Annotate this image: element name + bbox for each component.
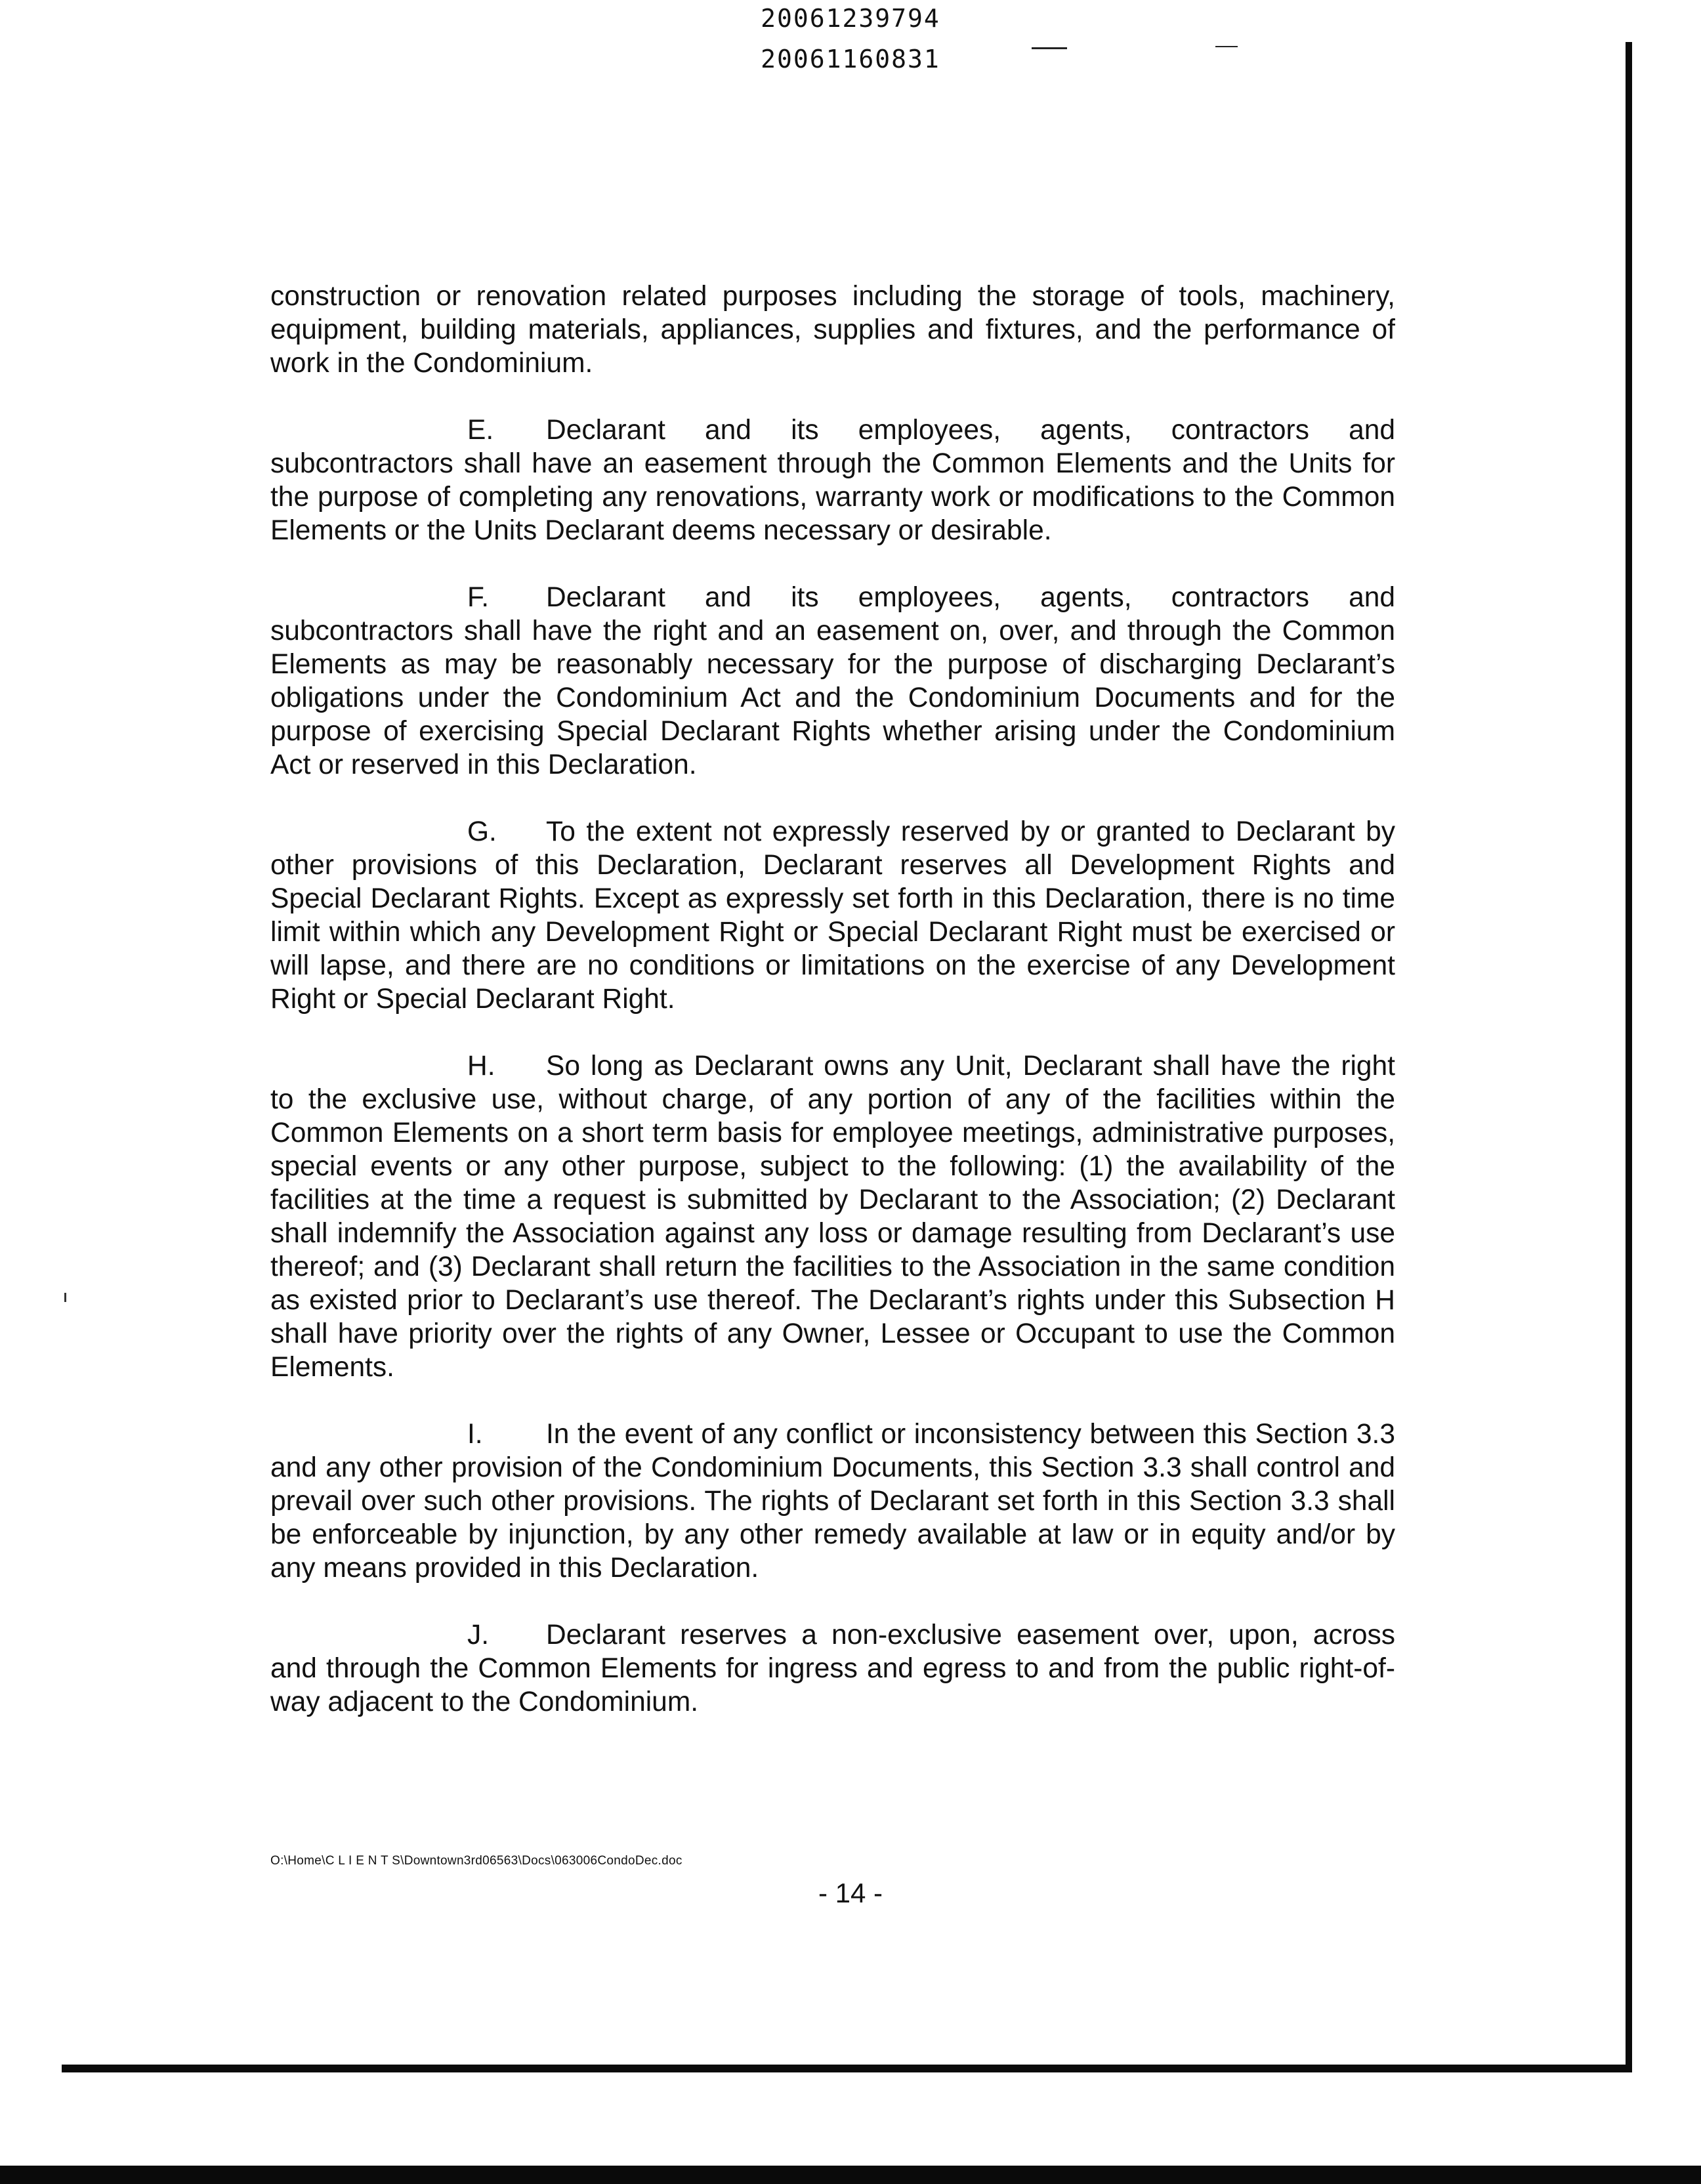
paragraph-label: J. — [467, 1620, 490, 1650]
scan-border-bottom — [62, 2065, 1632, 2072]
paragraph-text: So long as Declarant owns any Unit, Declarant shall have the right to the exclusive use, without charge, of any portion of any of the facilities within the Common Elements on a short term basis for employee meetings, administrative purposes, special events or any other purpose, subject to the following: (1) the availability of the facilities at the time a request is submitted by Declarant to the Association; (2) Declarant shall indemnify the Association against any loss or damage resulting from Declarant’s use thereof; and (3) Declarant shall return the facilities to the Association in the same condition as existed prior to Declarant’s use thereof. The Declarant’s rights under this Subsection H shall have priority over the rights of any Owner, Lessee or Occupant to use the Common Elements. — [270, 1051, 1395, 1383]
paragraph-text: Declarant and its employees, agents, contractors and subcontractors shall have the right and an easement on, over, and through the Common Elements as may be reasonably necessary for the purpose of discharging Declarant’s obligations under the Condominium Act and the Condominium Documents and for the purpose of exercising Special Declarant Rights whether arising under the Condominium Act or reserved in this Declaration. — [270, 582, 1395, 780]
paragraph-label: G. — [467, 816, 497, 847]
paragraph-label: E. — [467, 415, 494, 446]
scan-dash-mark — [1215, 46, 1238, 47]
footer-file-path: O:\Home\C L I E N T S\Downtown3rd06563\Docs\063006CondoDec.doc — [270, 1854, 682, 1868]
page-number: - 14 - — [818, 1878, 883, 1908]
scan-frame-bottom — [0, 2166, 1701, 2184]
scan-speck — [64, 1293, 66, 1302]
scan-border-right — [1626, 42, 1632, 2068]
paragraph-text: To the extent not expressly reserved by or granted to Declarant by other provisions of this Declaration, Declarant reserves all Development Rights and Special Declarant Rights. Except as expressly set forth in this Declaration, there is no time limit within which any Development Right or Special Declarant Right must be exercised or will lapse, and there are no conditions or limitations on the exercise of any Development Right or Special Declarant Right. — [270, 816, 1395, 1015]
paragraph-j — [270, 1618, 1395, 1719]
paragraph-text: In the event of any conflict or inconsistency between this Section 3.3 and any other provision of the Condominium Documents, this Section 3.3 shall control and prevail over such other provisions. The rights of Declarant set forth in this Section 3.3 shall be enforceable by injunction, by any other remedy available at law or in equity and/or by any means provided in this Declaration. — [270, 1419, 1395, 1584]
paragraph-text: Declarant and its employees, agents, contractors and subcontractors shall have an easement through the Common Elements and the Units for the purpose of completing any renovations, warranty work or modifications to the Common Elements or the Units Declarant deems necessary or desirable. — [270, 415, 1395, 546]
recording-number-1: 20061239794 — [761, 4, 940, 33]
paragraph-text: Declarant reserves a non-exclusive easement over, upon, across and through the Common Elements for ingress and egress to and from the public right-of-way adjacent to the Condominium. — [270, 1620, 1395, 1717]
paragraph-g — [270, 815, 1395, 1016]
paragraph-e — [270, 413, 1395, 547]
paragraph-f — [270, 581, 1395, 782]
paragraph-h — [270, 1049, 1395, 1384]
scan-dash-mark — [1032, 47, 1067, 49]
paragraph-text: construction or renovation related purposes including the storage of tools, machinery, equipment, building materials, appliances, supplies and fixtures, and the performance of work in the Condominium. — [270, 281, 1395, 379]
paragraph-label: I. — [467, 1419, 483, 1450]
paragraph-label: H. — [467, 1051, 495, 1082]
recording-number-2: 20061160831 — [761, 45, 940, 74]
paragraph-i — [270, 1418, 1395, 1585]
paragraph-label: F. — [467, 582, 490, 613]
paragraph-continuation — [270, 280, 1395, 380]
document-body — [270, 280, 1395, 1752]
